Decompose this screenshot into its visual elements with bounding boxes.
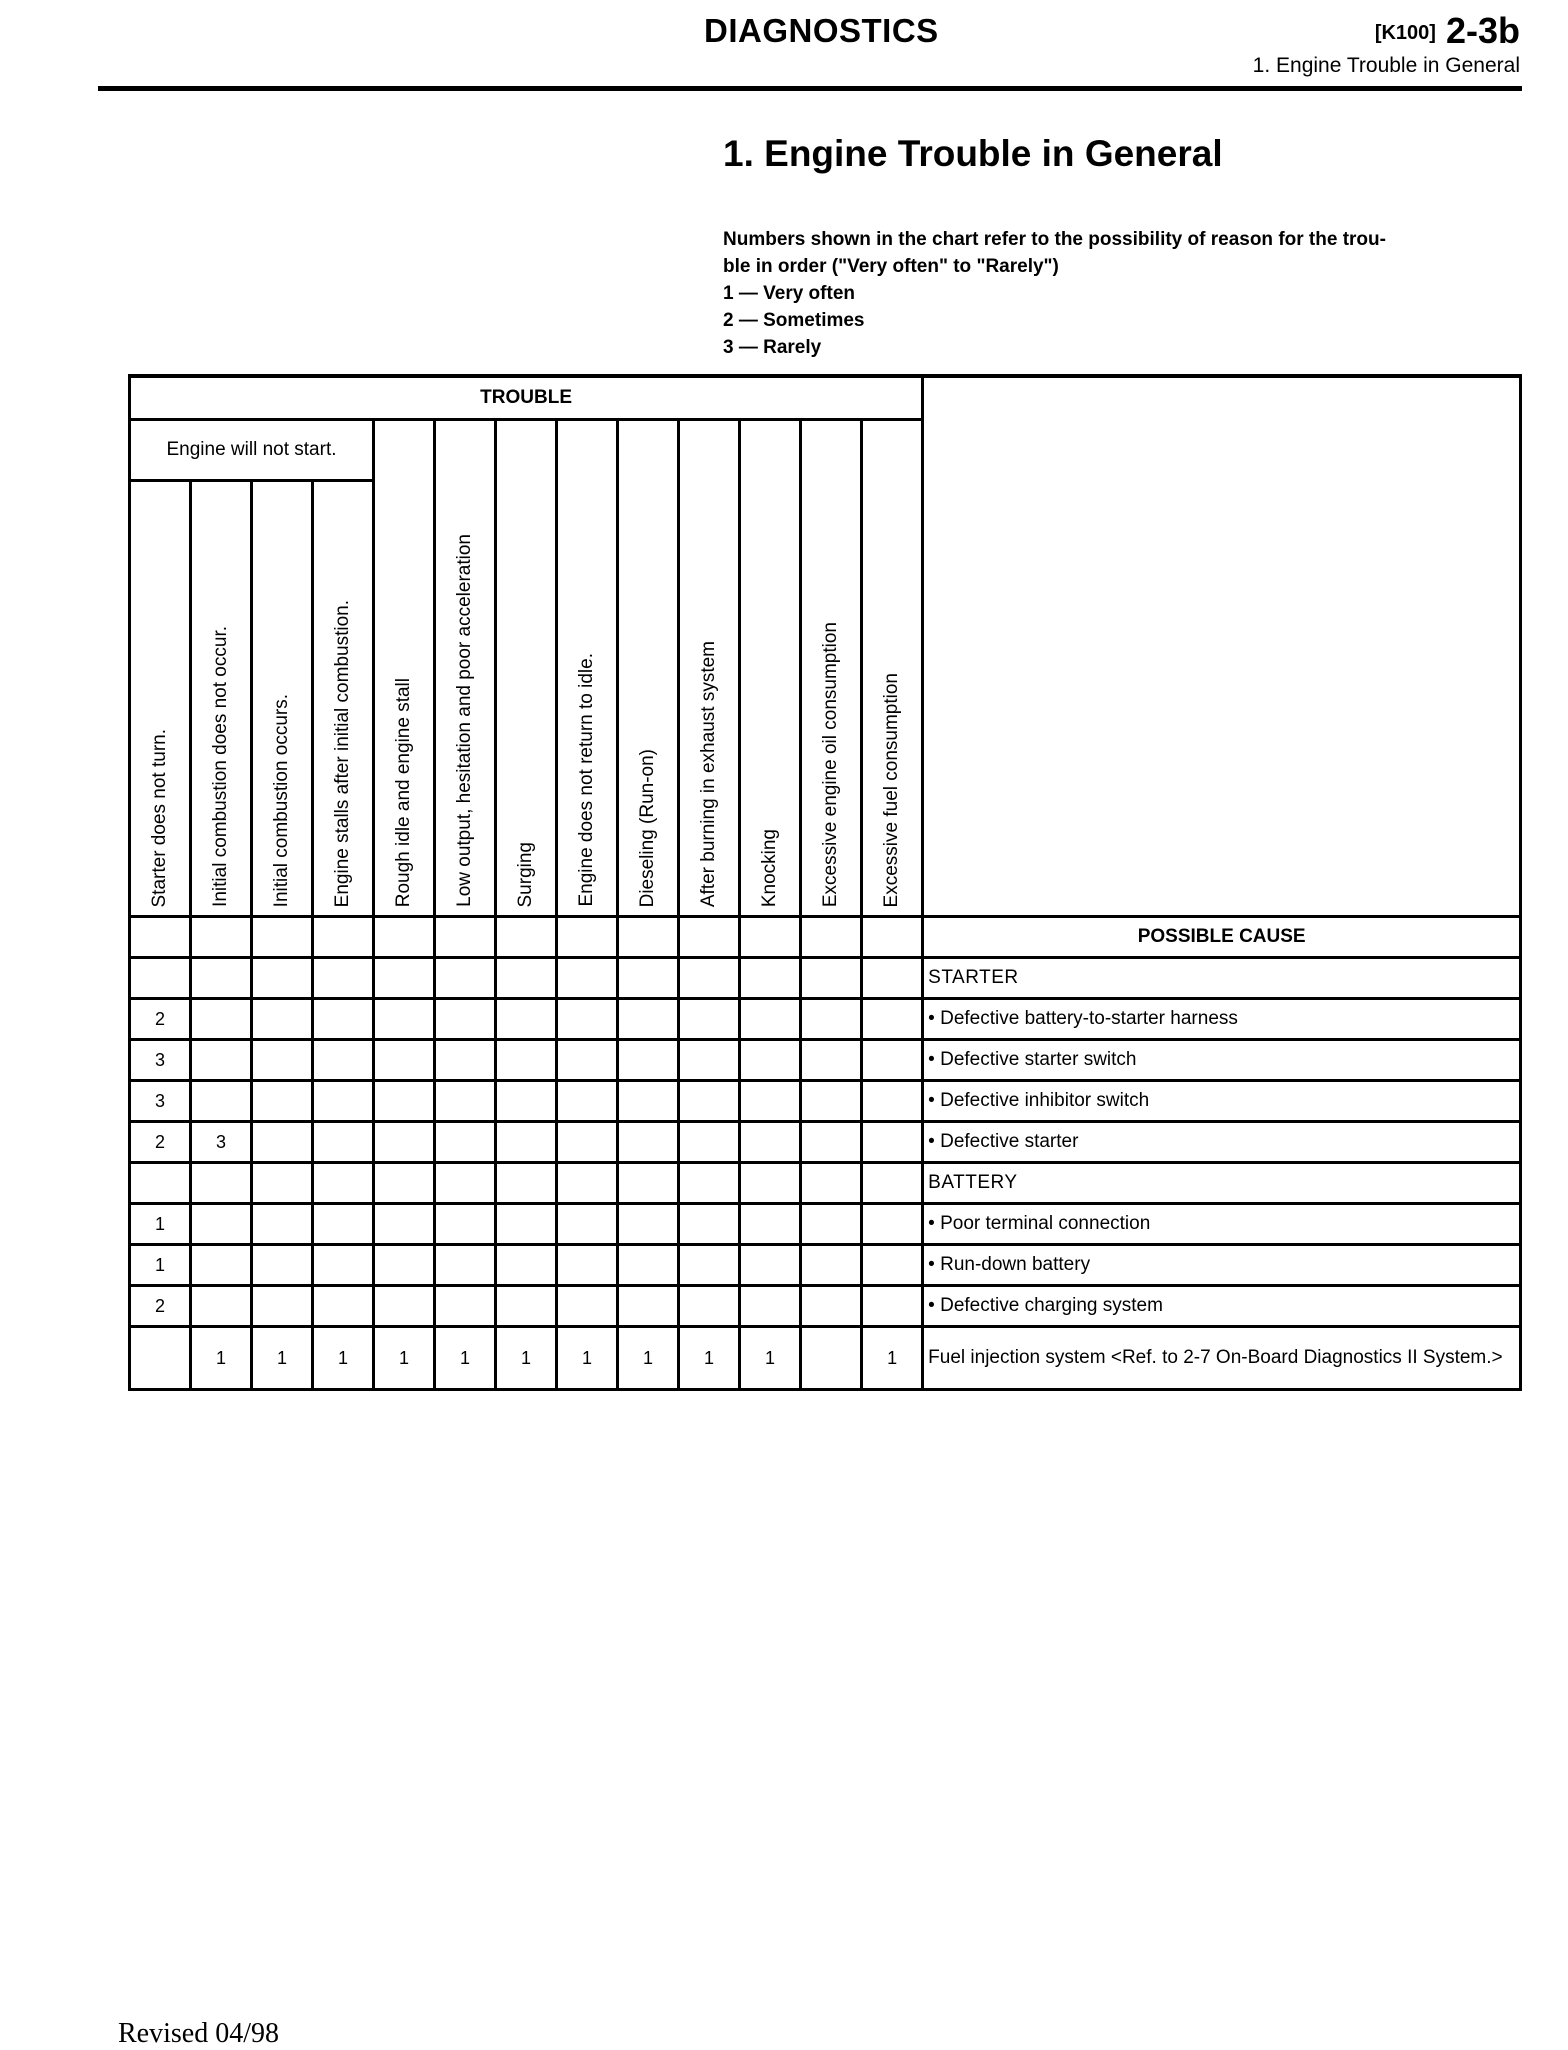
table-cell — [862, 1122, 923, 1163]
table-cell — [801, 1081, 862, 1122]
table-cell — [618, 1040, 679, 1081]
table-row — [130, 958, 1521, 999]
table-cell — [191, 1204, 252, 1245]
table-cell — [557, 1204, 618, 1245]
table-cell — [435, 1040, 496, 1081]
table-cell — [862, 917, 923, 958]
table-cell — [374, 1081, 435, 1122]
table-cell — [679, 1040, 740, 1081]
cause-category: STARTER — [923, 958, 1521, 999]
table-cell — [862, 1081, 923, 1122]
table-cell: 1 — [252, 1327, 313, 1390]
table-cell — [496, 917, 557, 958]
intro-line-2: ble in order ("Very often" to "Rarely") — [723, 256, 1059, 277]
table-cell — [801, 1163, 862, 1204]
table-cell — [740, 1286, 801, 1327]
table-cell: 1 — [130, 1245, 191, 1286]
table-cell — [740, 1040, 801, 1081]
table-cell — [801, 958, 862, 999]
table-cell — [618, 1163, 679, 1204]
table-cell: 1 — [679, 1327, 740, 1390]
table-cell — [496, 1081, 557, 1122]
table-cell — [374, 917, 435, 958]
table-cell — [618, 999, 679, 1040]
table-cell — [740, 1245, 801, 1286]
intro-text — [723, 226, 1523, 361]
table-cell — [679, 1122, 740, 1163]
table-row — [130, 1245, 1521, 1286]
table-cell — [496, 1245, 557, 1286]
table-cell — [740, 1081, 801, 1122]
column-header: Starter does not turn. — [130, 481, 191, 917]
table-cell — [130, 1327, 191, 1390]
table-cell — [801, 1040, 862, 1081]
table-cell — [374, 1245, 435, 1286]
column-header: Initial combustion occurs. — [252, 481, 313, 917]
table-cell — [740, 1163, 801, 1204]
section-title: 1. Engine Trouble in General — [723, 133, 1223, 174]
table-cell — [252, 1163, 313, 1204]
table-cell — [130, 917, 191, 958]
table-cell: 2 — [130, 1286, 191, 1327]
table-cell — [679, 1286, 740, 1327]
table-cell — [557, 999, 618, 1040]
table-cell — [618, 1245, 679, 1286]
table-cell — [435, 1245, 496, 1286]
table-cell — [252, 999, 313, 1040]
column-header: Dieseling (Run-on) — [618, 420, 679, 917]
cause-item: • Defective starter switch — [923, 1040, 1521, 1081]
table-cell — [801, 917, 862, 958]
intro-line-1: Numbers shown in the chart refer to the possibility of reason for the trou- — [723, 229, 1386, 250]
table-cell — [496, 1204, 557, 1245]
table-cell — [435, 958, 496, 999]
column-header: Engine stalls after initial combustion. — [313, 481, 374, 917]
legend-item: 1 — Very often — [723, 283, 855, 304]
table-cell — [191, 917, 252, 958]
table-cell — [313, 1286, 374, 1327]
column-header: Surging — [496, 420, 557, 917]
table-cell — [435, 917, 496, 958]
column-header: Engine does not return to idle. — [557, 420, 618, 917]
table-cell: 1 — [191, 1327, 252, 1390]
table-cell: 1 — [313, 1327, 374, 1390]
table-cell — [435, 999, 496, 1040]
table-cell — [801, 1204, 862, 1245]
table-cell — [618, 958, 679, 999]
cause-item: • Defective inhibitor switch — [923, 1081, 1521, 1122]
table-cell — [557, 1286, 618, 1327]
table-cell — [496, 999, 557, 1040]
table-cell: 3 — [130, 1040, 191, 1081]
table-cell: 1 — [862, 1327, 923, 1390]
cause-item: • Defective starter — [923, 1122, 1521, 1163]
table-cell — [618, 1286, 679, 1327]
cause-item: Fuel injection system <Ref. to 2-7 On-Board Diagnostics II System.> — [923, 1327, 1521, 1390]
column-header: Excessive engine oil consumption — [801, 420, 862, 917]
table-cell — [862, 999, 923, 1040]
table-cell: 1 — [496, 1327, 557, 1390]
table-cell — [191, 1081, 252, 1122]
table-cell — [740, 1204, 801, 1245]
table-cell — [313, 958, 374, 999]
table-cell — [252, 1040, 313, 1081]
table-cell — [435, 1286, 496, 1327]
table-cell — [801, 999, 862, 1040]
table-cell — [374, 1286, 435, 1327]
header-code: [K100] — [1374, 22, 1436, 44]
table-cell — [252, 958, 313, 999]
table-cell — [862, 1245, 923, 1286]
table-cell: 2 — [130, 1122, 191, 1163]
table-cell — [496, 1163, 557, 1204]
table-cell — [618, 1122, 679, 1163]
table-cell — [374, 1163, 435, 1204]
table-cell — [191, 1163, 252, 1204]
table-cell — [740, 1122, 801, 1163]
table-cell — [618, 1204, 679, 1245]
table-row — [130, 1163, 1521, 1204]
table-cell — [557, 1245, 618, 1286]
header-page-number: 2-3b — [1445, 10, 1520, 51]
table-row — [130, 1040, 1521, 1081]
table-row — [130, 1286, 1521, 1327]
table-cell — [557, 917, 618, 958]
table-cell — [435, 1163, 496, 1204]
cause-item: • Poor terminal connection — [923, 1204, 1521, 1245]
table-cell — [435, 1204, 496, 1245]
table-cell — [862, 958, 923, 999]
table-cell — [801, 1286, 862, 1327]
table-cell: 1 — [557, 1327, 618, 1390]
table-cell — [435, 1122, 496, 1163]
trouble-header: TROUBLE — [130, 376, 923, 420]
cause-item: • Defective charging system — [923, 1286, 1521, 1327]
table-cell — [679, 1204, 740, 1245]
table-cell — [557, 1122, 618, 1163]
table-cell: 2 — [130, 999, 191, 1040]
table-cell — [313, 1204, 374, 1245]
table-cell — [313, 1163, 374, 1204]
table-cell — [557, 1081, 618, 1122]
table-cell — [191, 999, 252, 1040]
table-cell — [740, 917, 801, 958]
header-divider — [98, 86, 1522, 91]
table-cell — [252, 1245, 313, 1286]
trouble-chart-table — [128, 374, 1522, 1391]
table-cell — [313, 1040, 374, 1081]
table-cell — [191, 1245, 252, 1286]
table-cell — [191, 1040, 252, 1081]
cause-category: BATTERY — [923, 1163, 1521, 1204]
table-cell — [801, 1327, 862, 1390]
table-row — [130, 1327, 1521, 1390]
table-cell — [862, 1286, 923, 1327]
table-row — [130, 1204, 1521, 1245]
table-cell — [435, 1081, 496, 1122]
table-cell — [496, 958, 557, 999]
table-cell — [374, 1204, 435, 1245]
table-cell — [374, 1122, 435, 1163]
table-cell — [557, 1040, 618, 1081]
table-cell — [496, 1286, 557, 1327]
column-header: Knocking — [740, 420, 801, 917]
table-cell — [679, 1081, 740, 1122]
table-cell — [496, 1040, 557, 1081]
table-cell — [313, 1122, 374, 1163]
table-cell — [313, 999, 374, 1040]
cause-item: • Run-down battery — [923, 1245, 1521, 1286]
table-cell — [252, 1122, 313, 1163]
table-cell — [679, 999, 740, 1040]
table-row — [130, 1081, 1521, 1122]
table-cell — [679, 917, 740, 958]
table-cell — [252, 917, 313, 958]
table-cell — [496, 1122, 557, 1163]
table-cell — [374, 999, 435, 1040]
table-cell — [740, 999, 801, 1040]
table-cell — [313, 1245, 374, 1286]
table-cell: 1 — [618, 1327, 679, 1390]
table-cell: 1 — [435, 1327, 496, 1390]
table-cell — [801, 1122, 862, 1163]
engine-will-not-start-header: Engine will not start. — [130, 420, 374, 481]
table-cell — [252, 1204, 313, 1245]
table-cell — [679, 958, 740, 999]
header-title: DIAGNOSTICS — [704, 12, 939, 49]
table-cell — [252, 1286, 313, 1327]
column-header: Initial combustion does not occur. — [191, 481, 252, 917]
column-header: After burning in exhaust system — [679, 420, 740, 917]
table-cell — [313, 1081, 374, 1122]
legend-item: 2 — Sometimes — [723, 310, 865, 331]
header-right — [1253, 10, 1520, 78]
table-cell — [130, 1163, 191, 1204]
column-header: Rough idle and engine stall — [374, 420, 435, 917]
table-cell — [557, 1163, 618, 1204]
table-cell — [374, 1040, 435, 1081]
table-cell — [191, 958, 252, 999]
column-header: Excessive fuel consumption — [862, 420, 923, 917]
table-cell — [252, 1081, 313, 1122]
legend-item: 3 — Rarely — [723, 337, 822, 358]
table-cell — [862, 1204, 923, 1245]
table-cell — [130, 958, 191, 999]
table-cell — [313, 917, 374, 958]
cause-rows — [130, 958, 1521, 1390]
table-row — [130, 999, 1521, 1040]
table-cell: 3 — [130, 1081, 191, 1122]
table-cell — [618, 917, 679, 958]
table-cell: 1 — [740, 1327, 801, 1390]
table-cell — [679, 1245, 740, 1286]
cause-blank-header — [923, 376, 1521, 917]
table-cell — [679, 1163, 740, 1204]
table-cell — [862, 1163, 923, 1204]
table-cell — [801, 1245, 862, 1286]
table-cell: 1 — [130, 1204, 191, 1245]
revised-date: Revised 04/98 — [118, 2018, 279, 2049]
table-cell: 3 — [191, 1122, 252, 1163]
table-cell — [374, 958, 435, 999]
table-cell: 1 — [374, 1327, 435, 1390]
header-subtitle: 1. Engine Trouble in General — [1252, 54, 1520, 77]
possible-cause-header: POSSIBLE CAUSE — [923, 917, 1521, 958]
column-header: Low output, hesitation and poor acceleration — [435, 420, 496, 917]
cause-item: • Defective battery-to-starter harness — [923, 999, 1521, 1040]
table-cell — [740, 958, 801, 999]
table-cell — [862, 1040, 923, 1081]
table-row — [130, 1122, 1521, 1163]
table-cell — [191, 1286, 252, 1327]
table-cell — [557, 958, 618, 999]
table-cell — [618, 1081, 679, 1122]
